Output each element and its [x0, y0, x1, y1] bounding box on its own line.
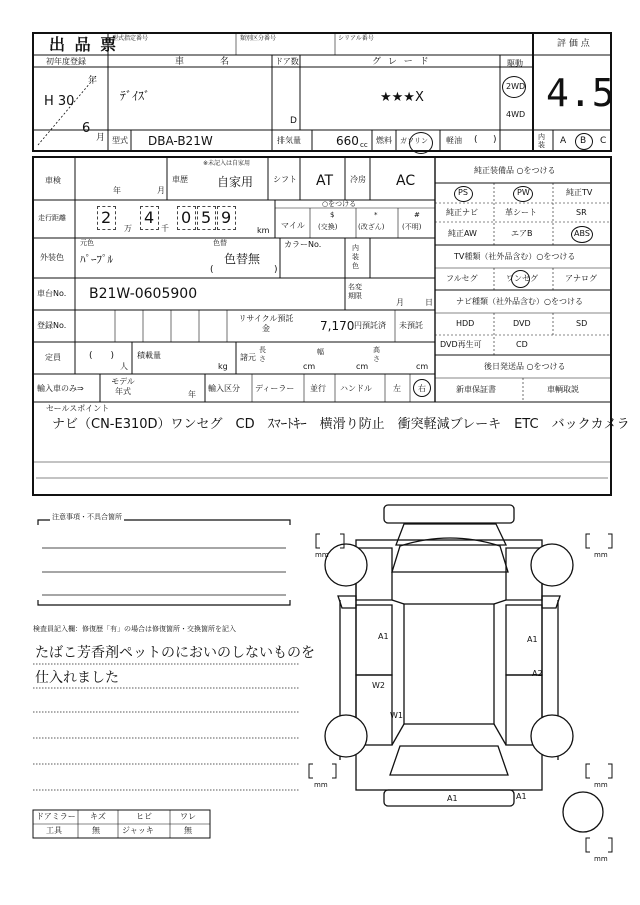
sales-label: セールスポイント [46, 404, 110, 413]
length-label: 長さ [259, 346, 266, 363]
interior-label: 内装 [538, 133, 545, 149]
interior-b-circle [575, 133, 593, 150]
inspector-note-line1: たばこ芳香剤ペットのにおいのしないものを [35, 645, 315, 661]
equip-tv: 純正TV [566, 188, 593, 197]
history-note: ※未記入は自家用 [203, 160, 251, 167]
play-dvd: DVD再生可 [440, 340, 482, 349]
damage-mark: A1 [527, 635, 538, 644]
color-no-label: カラーNo. [284, 240, 322, 249]
unknown-label: (不明) [402, 223, 422, 231]
legend-tools: 工具 [46, 826, 62, 835]
interior-c: C [600, 136, 607, 146]
capacity-paren: ( ) [89, 351, 115, 361]
legend-break: ワレ [180, 812, 196, 821]
equip-pw: PW [517, 188, 530, 197]
sales-text: ナビ（CN-E310D）ワンセグ CD ｽﾏｰﾄｷｰ 横滑り防止 衝突軽減ブレーキ ETC バックカメラ [52, 417, 630, 432]
caution-label: 注意事項・不具合箇所 [52, 513, 122, 521]
history-value: 自家用 [217, 175, 254, 189]
history-label: 車歴 [172, 175, 188, 184]
fuel-paren-close: ) [493, 135, 497, 145]
exchange-label: (交換) [318, 223, 338, 231]
inspector-note-line2: 仕入れました [35, 670, 119, 686]
mileage-sen: 千 [161, 224, 169, 233]
kg-unit: kg [218, 362, 228, 371]
serial-label: シリアル番号 [338, 35, 374, 42]
damage-mark: A1 [447, 794, 458, 803]
mileage-digit-1: 2 [101, 208, 112, 227]
tv-fullseg: フルセグ [446, 274, 478, 283]
load-label: 積載量 [137, 351, 161, 360]
equip-abs: ABS [574, 229, 590, 238]
person-unit: 人 [120, 362, 128, 371]
orig-color-label: 元色 [80, 239, 94, 247]
legend-scratch: キズ [90, 812, 106, 821]
mm-label: mm [594, 551, 608, 559]
legend-jack-value: 無 [184, 826, 192, 835]
height-unit: cm [416, 362, 429, 371]
model-value: DBA-B21W [148, 134, 213, 148]
legend-crack: ヒビ [136, 812, 152, 821]
mileage-circle-note: ○をつける [322, 200, 357, 208]
reg-no-label: 登録No. [37, 321, 67, 330]
modified-symbol: * [374, 211, 378, 219]
mm-label: mm [594, 855, 608, 863]
form-title: 出 品 票 [49, 35, 119, 54]
after-warranty: 新車保証書 [456, 385, 496, 394]
mile-label: マイル [281, 221, 305, 230]
mileage-label: 走行距離 [38, 214, 66, 222]
recycle-not: 未預託 [399, 321, 423, 330]
drive-4wd: 4WD [506, 110, 526, 119]
equip-airbag: エアB [511, 229, 533, 238]
after-manual: 車輌取説 [547, 385, 579, 394]
mm-label: mm [594, 781, 608, 789]
handle-right-circle [413, 379, 431, 397]
unknown-symbol: # [414, 211, 420, 219]
fuel-gasoline: ガソリン [400, 137, 428, 145]
damage-mark: W2 [372, 681, 385, 690]
ac-label: 冷房 [350, 175, 366, 184]
fuel-paren-open: ( [474, 135, 478, 145]
mm-label: mm [315, 551, 329, 559]
tv-oneseg: ワンセグ [506, 274, 538, 283]
fuel-label: 燃料 [376, 136, 392, 145]
tv-oneseg-circle [511, 270, 530, 288]
dealer-option: ディーラー [255, 384, 295, 393]
damage-mark: A2 [532, 669, 543, 678]
drive-2wd: 2WD [506, 82, 526, 91]
equip-ps: PS [458, 188, 468, 197]
play-cd: CD [516, 340, 528, 349]
category-label: 類別区分番号 [240, 35, 277, 42]
equip-aw: 純正AW [448, 229, 477, 238]
drive-2wd-circle [502, 76, 526, 98]
legend-tools-value: 無 [92, 826, 100, 835]
score-label: 評 価 点 [557, 39, 590, 49]
import-label: 輸入車のみ⇒ [37, 384, 84, 393]
model-year-label: モデル年式 [111, 377, 135, 396]
ac-value: AC [396, 173, 416, 189]
width-unit: cm [356, 362, 369, 371]
handle-left: 左 [393, 384, 401, 393]
legend-jack: ジャッキ [122, 826, 154, 835]
model-code-label: 型式指定番号 [112, 35, 149, 42]
equip-leather: 革シート [505, 208, 537, 217]
navi-hdd: HDD [456, 319, 475, 328]
equipment-title: 純正装備品 ○をつける [474, 166, 556, 175]
inspector-label: 検査員記入欄：修復歴「有」の場合は修復箇所・交換箇所を記入 [33, 625, 236, 633]
first-reg-label: 初年度登録 [46, 57, 86, 66]
repaint-paren-open: ( [210, 265, 214, 275]
mileage-digit-5: 9 [221, 208, 232, 227]
color-label: 外装色 [40, 253, 64, 262]
equip-abs-circle [571, 226, 593, 243]
repaint-label: 色替 [213, 239, 227, 247]
mileage-digit-4: 5 [201, 208, 212, 227]
tv-title: TV種類（社外品含む）○をつける [454, 252, 576, 261]
length-unit: cm [303, 362, 316, 371]
doors-suffix: D [290, 116, 297, 126]
interior-a: A [560, 136, 567, 146]
recycle-label: リサイクル預託金 [238, 314, 294, 333]
km-unit: km [257, 226, 270, 235]
inspection-label: 車検 [45, 176, 61, 185]
damage-mark: A1 [516, 792, 527, 801]
handle-right: 右 [418, 384, 426, 393]
equip-sr: SR [576, 208, 587, 217]
fuel-gasoline-circle [409, 132, 433, 154]
orig-color: ﾊﾟｰﾌﾟﾙ [80, 253, 113, 266]
first-reg-year: H 30 [44, 94, 75, 109]
displacement-label: 排気量 [277, 136, 301, 145]
name-change-month: 月 [396, 298, 404, 307]
navi-dvd: DVD [513, 319, 531, 328]
dim-label: 諸元 [240, 353, 256, 362]
interior-b: B [580, 136, 587, 146]
tv-analog: アナログ [565, 274, 597, 283]
equip-ps-circle [454, 186, 473, 202]
model-label: 型式 [112, 136, 128, 145]
modified-label: (改ざん) [358, 223, 385, 231]
grade: ★★★X [380, 90, 424, 105]
import-kind-label: 輸入区分 [208, 384, 240, 393]
model-year-unit: 年 [188, 390, 196, 399]
recycle-amount: 7,170 [320, 319, 355, 333]
chassis-value: B21W-0605900 [89, 286, 198, 302]
repaint-value: 色替無 [224, 252, 261, 266]
exchange-symbol: $ [330, 211, 335, 219]
car-name-label: 車 名 [175, 57, 236, 67]
mileage-digit-2: 4 [144, 208, 155, 227]
equip-pw-circle [513, 186, 533, 202]
width-label: 幅 [317, 348, 324, 356]
year-unit: 年 [88, 76, 98, 86]
grade-label: グ レ ー ド [372, 57, 431, 67]
interior-color-label: 内装色 [352, 244, 359, 270]
parallel-option: 並行 [310, 384, 326, 393]
after-title: 後日発送品 ○をつける [484, 362, 566, 371]
mm-label: mm [314, 781, 328, 789]
doors-label: ドア数 [275, 57, 299, 66]
inspection-month-unit: 月 [157, 186, 165, 195]
repaint-paren-close: ) [274, 265, 278, 275]
mileage-man: 万 [124, 224, 132, 233]
car-name: ﾃﾞｲｽﾞ [120, 89, 151, 103]
handle-label: ハンドル [340, 384, 372, 393]
damage-mark: A1 [378, 632, 389, 641]
mileage-digit-3: 0 [181, 208, 192, 227]
shift-value: AT [316, 173, 334, 189]
chassis-label: 車台No. [37, 289, 67, 298]
name-change-day: 日 [425, 298, 433, 307]
height-label: 高さ [373, 346, 380, 363]
legend-mirror: ドアミラー [36, 812, 76, 821]
inspection-year-unit: 年 [113, 186, 121, 195]
capacity-label: 定員 [45, 353, 61, 362]
recycle-unit: 円預託済 [354, 321, 386, 330]
cc-unit: cc [360, 141, 368, 149]
damage-mark: W1 [390, 711, 403, 720]
displacement-value: 660 [336, 134, 359, 148]
car-diagram [338, 505, 560, 806]
drive-label: 駆動 [507, 59, 523, 68]
shift-label: シフト [273, 175, 297, 184]
equip-navi: 純正ナビ [446, 208, 478, 217]
month-unit: 月 [96, 133, 106, 143]
navi-title: ナビ種類（社外品含む）○をつける [456, 297, 583, 306]
first-reg-month: 6 [82, 121, 91, 136]
name-change-label: 名変期限 [348, 283, 362, 300]
fuel-diesel: 軽油 [446, 136, 462, 145]
score-value: 4.5 [546, 71, 615, 115]
navi-sd: SD [576, 319, 588, 328]
